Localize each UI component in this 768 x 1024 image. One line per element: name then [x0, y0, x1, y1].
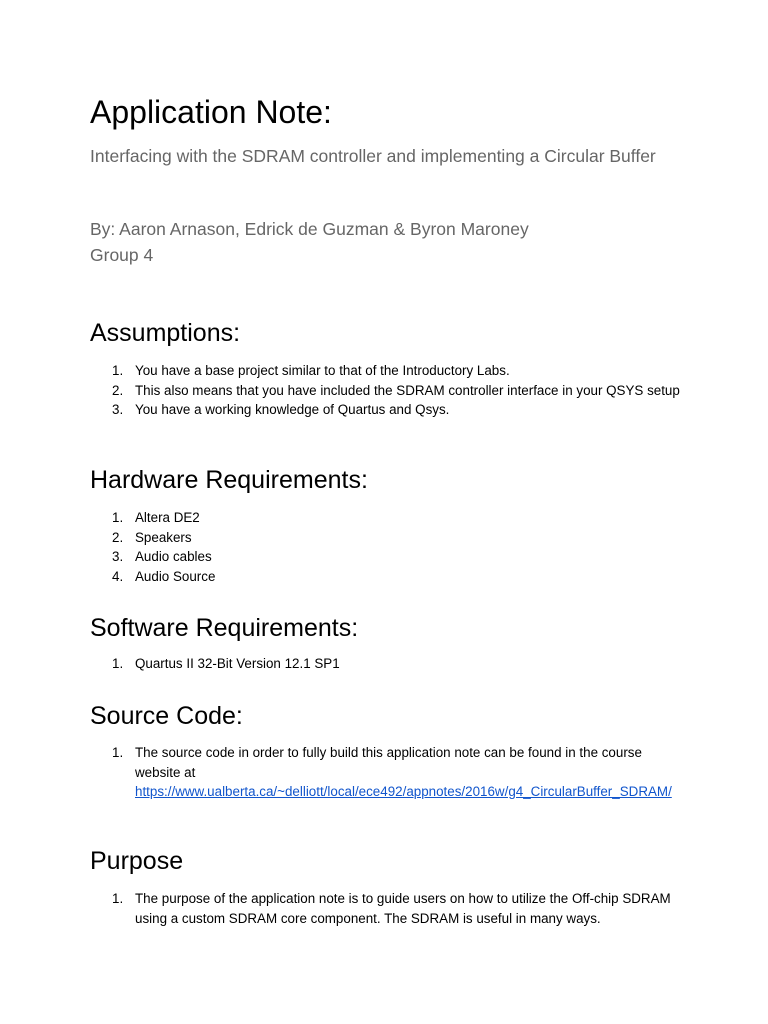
purpose-list: [90, 889, 690, 928]
software-list: [90, 654, 690, 674]
author-block: [90, 216, 529, 268]
hardware-list: [90, 508, 690, 586]
group-line: Group 4: [90, 245, 154, 265]
list-item: 1. Altera DE2: [112, 510, 200, 525]
list-item: 1. You have a base project similar to that of the Introductory Labs.: [112, 363, 510, 378]
source-code-text: The source code in order to fully build this application note can be found in the course website at: [135, 745, 642, 780]
assumptions-list: [90, 361, 690, 420]
document-subtitle: Interfacing with the SDRAM controller and implementing a Circular Buffer: [90, 146, 656, 166]
list-item: 2. Speakers: [112, 529, 192, 545]
source-code-list: [90, 743, 690, 802]
list-item: 1. Quartus II 32-Bit Version 12.1 SP1: [112, 656, 340, 671]
list-item: 2. This also means that you have included the SDRAM controller interface in your QSYS setup: [112, 382, 680, 398]
hardware-heading: Hardware Requirements:: [90, 466, 368, 494]
source-code-heading: Source Code:: [90, 702, 243, 730]
document-title: Application Note:: [90, 94, 332, 130]
source-code-link[interactable]: https://www.ualberta.ca/~delliott/local/ece492/appnotes/2016w/g4_CircularBuffer_SDRAM/: [135, 784, 672, 799]
authors-line: By: Aaron Arnason, Edrick de Guzman & Byron Maroney: [90, 219, 529, 239]
assumptions-heading: Assumptions:: [90, 319, 241, 347]
list-item: 1. The source code in order to fully build this application note can be found in the course website at https://www.ualberta.ca/~delliott/local/ece492/appnotes/2016w/g4_CircularBuffer_SDRAM/: [112, 745, 672, 799]
purpose-heading: Purpose: [90, 847, 184, 875]
list-item: 3. You have a working knowledge of Quartus and Qsys.: [112, 402, 450, 417]
list-item: 4. Audio Source: [112, 568, 216, 584]
software-heading: Software Requirements:: [90, 614, 359, 642]
list-item: 1. The purpose of the application note is to guide users on how to utilize the Off-chip SDRAM using a custom SDRAM core component. The SDRAM is useful in many ways.: [112, 891, 671, 926]
list-item: 3. Audio cables: [112, 549, 212, 564]
